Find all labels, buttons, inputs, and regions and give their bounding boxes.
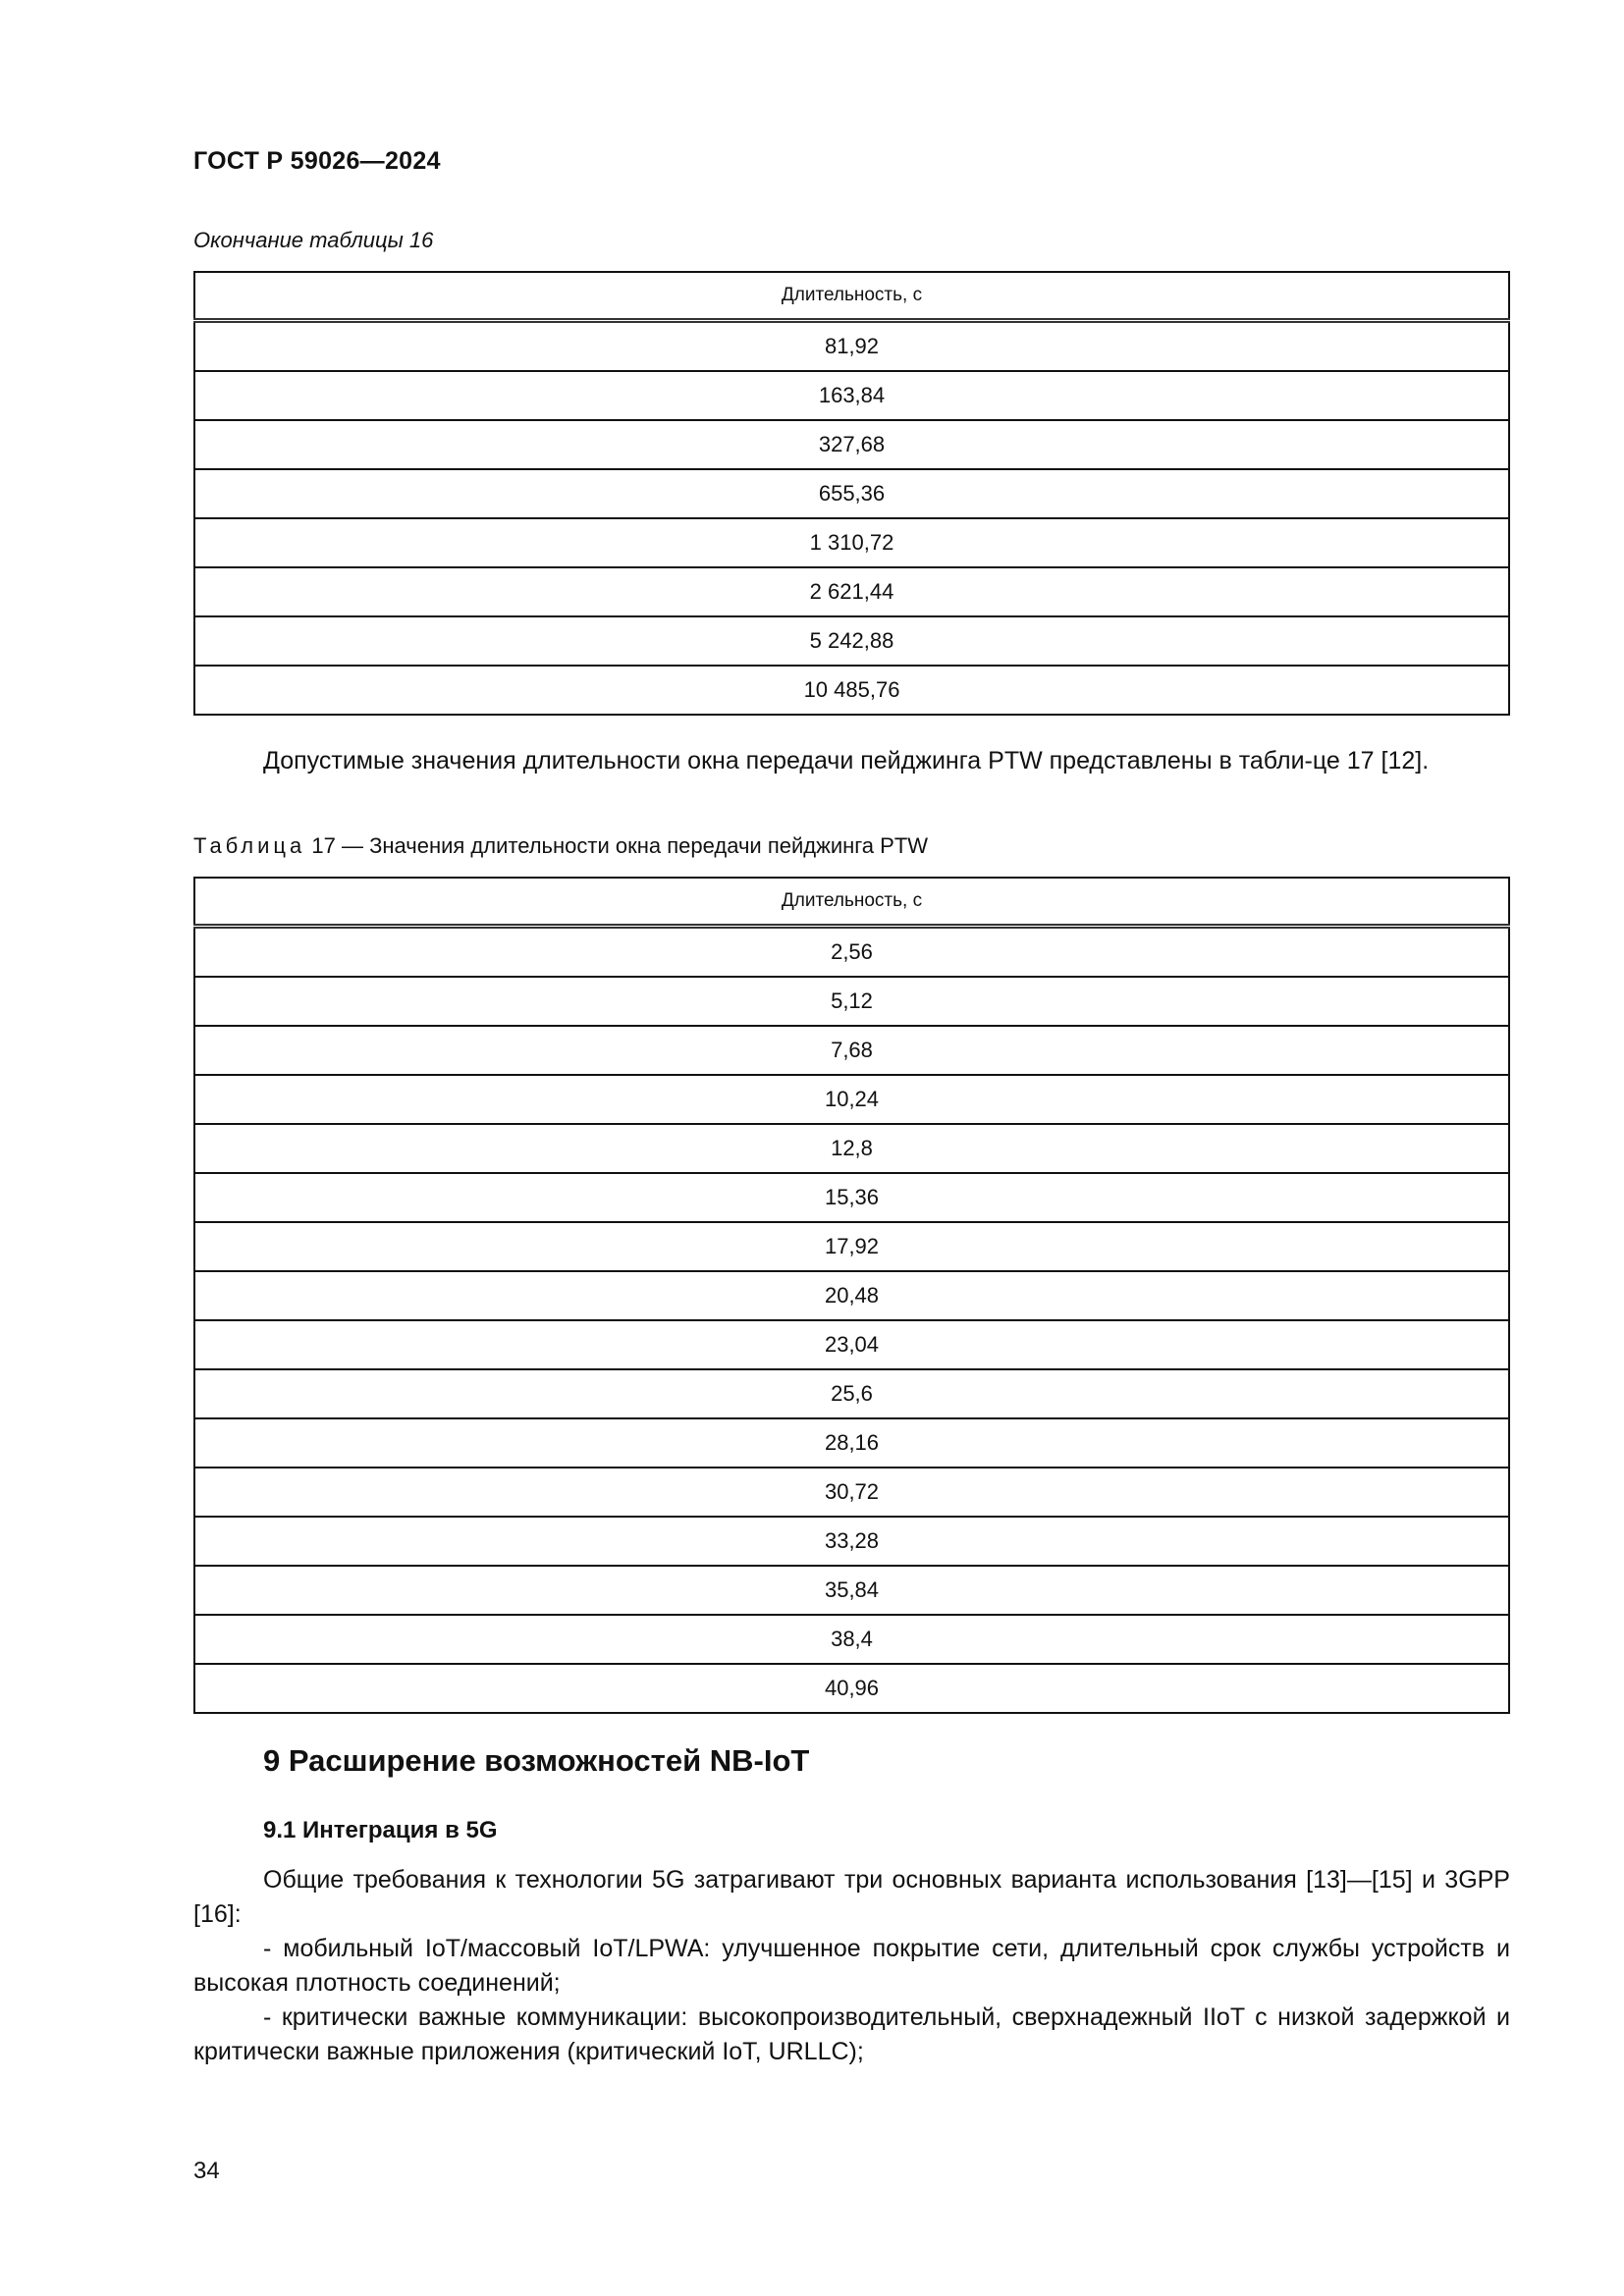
table-cell: 1 310,72 — [194, 518, 1509, 567]
table-cell: 38,4 — [194, 1615, 1509, 1664]
table-cell: 81,92 — [824, 334, 880, 358]
table-row — [194, 1615, 1509, 1664]
table-cell: 15,36 — [194, 1173, 1509, 1222]
table17-column-header: Длительность, с — [194, 878, 1509, 927]
table-row — [194, 1026, 1509, 1075]
table-row — [194, 371, 1509, 420]
table-row — [194, 1124, 1509, 1173]
table-cell: 655,36 — [194, 469, 1509, 518]
ptw-paragraph: Допустимые значения длительности окна передачи пейджинга PTW представлены в табли-це 17 [12]. — [263, 747, 1430, 774]
table-cell: 28,16 — [194, 1418, 1509, 1468]
table-cell: 5,12 — [194, 977, 1509, 1026]
table-row — [194, 1418, 1509, 1468]
table-cell: 2,56 — [831, 939, 873, 964]
table17-title-text: 17 — Значения длительности окна передачи пейджинга PTW — [305, 833, 929, 858]
table-row — [194, 927, 1509, 978]
table17 — [193, 877, 1510, 1714]
table-row — [194, 518, 1509, 567]
section-9-heading: 9 Расширение возможностей NB-IoT — [263, 1743, 810, 1778]
table-row — [194, 666, 1509, 715]
table-row — [194, 1468, 1509, 1517]
list-item: - мобильный IoT/массовый IoT/LPWA: улучшенное покрытие сети, длительный срок службы устройств и высокая плотность соединений; — [193, 1935, 1510, 1997]
section-9-1-body — [193, 1863, 1510, 2069]
table-cell: 2 621,44 — [194, 567, 1509, 616]
table-row — [194, 1566, 1509, 1615]
table-row — [194, 1369, 1509, 1418]
table-cell: 7,68 — [194, 1026, 1509, 1075]
table-row — [194, 616, 1509, 666]
standard-header: ГОСТ Р 59026—2024 — [193, 147, 441, 175]
table-cell: 20,48 — [194, 1271, 1509, 1320]
table-row — [194, 1075, 1509, 1124]
table-cell: 23,04 — [194, 1320, 1509, 1369]
table17-title — [193, 833, 928, 859]
list-item: - критически важные коммуникации: высокопроизводительный, сверхнадежный IIoT с низкой задержкой и критически важные приложения (критический IoT, URLLC); — [193, 2003, 1510, 2065]
table-row — [194, 1222, 1509, 1271]
section-9-1-heading: 9.1 Интеграция в 5G — [263, 1817, 498, 1843]
page-number: 34 — [193, 2158, 220, 2184]
table-cell: 25,6 — [194, 1369, 1509, 1418]
table-cell: 33,28 — [194, 1517, 1509, 1566]
table16-continuation-caption: Окончание таблицы 16 — [193, 228, 434, 252]
table-cell: 10,24 — [194, 1075, 1509, 1124]
table-row — [194, 469, 1509, 518]
table16 — [193, 271, 1510, 716]
table-cell: 10 485,76 — [194, 666, 1509, 715]
intro-paragraph: Общие требования к технологии 5G затрагивают три основных варианта использования [13]—[15] и 3GPP [16]: — [193, 1866, 1510, 1928]
table-row — [194, 1271, 1509, 1320]
table17-title-word: Таблица — [193, 833, 306, 858]
table-cell: 17,92 — [194, 1222, 1509, 1271]
table-row — [194, 1664, 1509, 1713]
table-row — [194, 567, 1509, 616]
table-row — [194, 420, 1509, 469]
table-cell: 327,68 — [194, 420, 1509, 469]
table-row — [194, 1320, 1509, 1369]
table-row — [194, 977, 1509, 1026]
table-row — [194, 1517, 1509, 1566]
table-cell: 12,8 — [194, 1124, 1509, 1173]
table-cell: 163,84 — [194, 371, 1509, 420]
table-row — [194, 321, 1509, 372]
table-cell: 30,72 — [194, 1468, 1509, 1517]
table-cell: 40,96 — [194, 1664, 1509, 1713]
table16-column-header: Длительность, с — [194, 272, 1509, 321]
table-cell: 35,84 — [194, 1566, 1509, 1615]
table-cell: 5 242,88 — [194, 616, 1509, 666]
table-row — [194, 1173, 1509, 1222]
